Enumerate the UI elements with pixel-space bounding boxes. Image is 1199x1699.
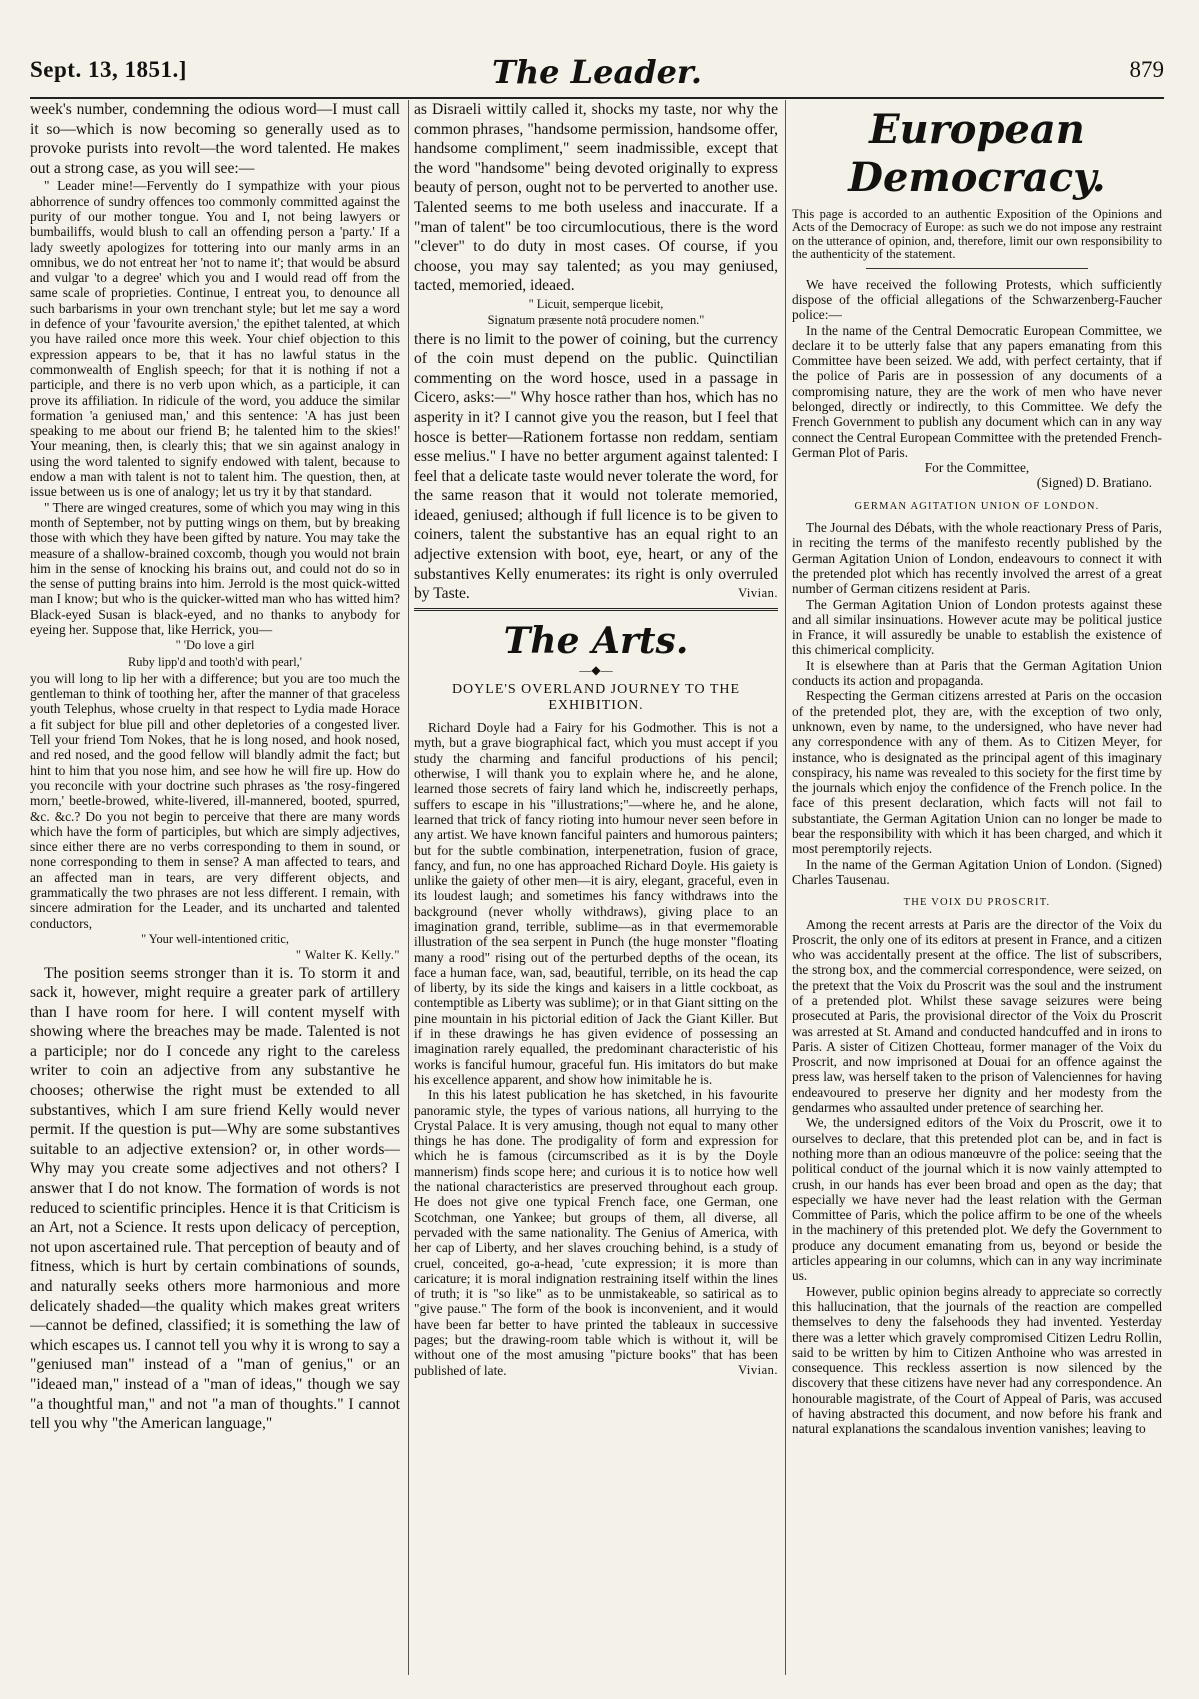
article-paragraph: as Disraeli wittily called it, shocks my taste, nor why the common phrases, "handsome permission, handsome offer, handsome compliment," seem inadmissible, except that the word "handsome" being devoted originally to express beauty of person, ought not to be perverted to another use. Talented seems to me both useless and inaccurate. If a "man of talent" be too circumlocutious, there is the word "clever" to do duty in most cases. Of course, if you choose, you may say talented; as you may geniused, tacted, memoried, ideaed. [414,101,778,295]
letter-paragraph: you will long to lip her with a difference; but you are too much the gentleman to think of toothing her, after the manner of that graceless youth Telephus, whose cruelty in that respect to Lydia made Horace a fit subject for blue pill and other depletories of a congested liver. Tell your friend Tom Nokes, that he is long nosed, and hook nosed, and red nosed, and the good fellow will blandly admit the fact; but hint to him that you nose him, and see how he will fire up. How do you reconcile with your doctrine such phrases as 'the rosy-fingered morn,' beetle-browed, white-livered, ill-mannered, booted, spurred, &c. &c.? Do you not begin to perceive that there are many words which have the form of participles, but which are simply adjectives, since either there are no verbs corresponding to them in sound, or none corresponding to them in sense? A man affected to tears, and an affected man in tears, are very different objects, and grammatically the two phrases are not less different. I remain, with sincere admiration for the Leader, and its uncharted and talented conductors, [30,670,400,931]
letter-paragraph: " There are winged creatures, some of which you may wing in this month of September, not by putting wings on them, but by breaking those with which they have been gifted by nature. You may take the measure of a shallow-brained coxcomb, though you would not brain him in the sense of knocking his brains out, and could not do so in the sense of putting brains into him. Jerrold is the most quick-witted man I know; but who is the quicker-witted man who has witted him? Black-eyed Susan is black-eyed, and no thanks to anybody for eyeing her. Suppose that, like Herrick, you— [30,499,400,637]
protest-paragraph: The Journal des Débats, with the whole reactionary Press of Paris, in reciting the terms of the manifesto recently published by the German Agitation Union of London, endeavours to connect it with the pretended plot which has recently involved the arrest of a great number of German citizens resident at Paris. [792,520,1162,597]
section-disclaimer: This page is accorded to an authentic Exposition of the Opinions and Acts of the Democracy of Europe: as such we do not impose any restraint on the utterance of opinion, and, therefore, limit our own responsibility to the authenticity of the statement. [792,207,1162,262]
protest-intro: We have received the following Protests, which sufficiently dispose of the official allegations of the Schwarzenberg-Faucher police:— [792,276,1162,323]
protest-signature: In the name of the German Agitation Union of London. (Signed) Charles Tausenau. [792,856,1162,887]
newspaper-title: The Leader. [492,53,702,91]
section-title-arts: The Arts. [503,619,689,662]
column-middle [414,100,778,1678]
page-number: 879 [1129,57,1164,82]
subhead-german-agitation-union: GERMAN AGITATION UNION OF LONDON. [854,500,1100,512]
protest-paragraph: However, public opinion begins already to appreciate so correctly this hallucination, that the journals of the reaction are compelled themselves to deny the falsehoods they had invented. Yesterday there was a letter which gravely compromised Citizen Ledru Rollin, said to be written by him to Citizen Anthoine who was arrested in consequence. This reckless assertion is now silenced by the discovery that these citizens have never had any correspondence. An honourable magistrate, of the Court of Appeal of Paris, was accused of having abstracted this document, and now before his frank and natural explanations the scandalous invention vanishes; leaving to [792,1283,1162,1437]
masthead-rule [30,97,1164,99]
column-left [30,100,400,1678]
protest-paragraph: It is elsewhere than at Paris that the German Agitation Union conducts its action and propaganda. [792,657,1162,689]
subhead-voix-du-proscrit: THE VOIX DU PROSCRIT. [903,897,1051,909]
protest-paragraph: Respecting the German citizens arrested at Paris on the occasion of the pretended plot, they are, with the exception of two only, unknown, even by name, to the undersigned, who have never had any correspondence with any of them. As to Citizen Meyer, for instance, who is designated as the principal agent of this imaginary conspiracy, his name was revealed to this society for the first time by the journals which enjoy the confidence of the French police. In the face of this present declaration, which facts will not fail to substantiate, the German Agitation Union can no longer be made to bear the responsibility with which it has been charged, and which it most peremptorily rejects. [792,688,1162,857]
verse-line: " 'Do love a girl [175,638,255,653]
column-divider [785,100,786,1675]
signed-line: (Signed) D. Bratiano. [1036,475,1152,491]
issue-date: Sept. 13, 1851.] [30,57,187,82]
protest-paragraph: We, the undersigned editors of the Voix du Proscrit, owe it to ourselves to declare, that this pretended plot can be, and in fact is nothing more than an odious manœuvre of the police: seeing that the political conduct of the journal which it is now vainly attempted to crush, in our hands has ever been broad and open as the day; that especially we have never had the least relation with the German Committee of Paris, which the police affirm to be one of the wheels in the machinery of this pretended plot. We defy the Government to produce any document emanating from us, beyond or beside the articles appearing in our columns, which can in any way incriminate us. [792,1115,1162,1284]
article-paragraph: The position seems stronger than it is. To storm it and sack it, however, might require a greater park of artillery than I have room for here. I will content myself with showing where the breaches may be made. Talented is not a participle; nor do I concede any right to the careless writer to coin an adjective from any substantive he chooses; otherwise the right must be extended to all substantives, which I am sure friend Kelly would never permit. If the question is put—Why are some substantives suitable to an adjective extension? or, in other words—Why may you create some adjectives and not others? I answer that I do not know. The formation of words is not reduced to scientific principles. Hence it is that Criticism is an Art, not a Science. It rests upon delicacy of perception, not upon ascertained rule. That perception of beauty and of fitness, which is hurt by certain combinations of sounds, and naturally seeks others more harmonious and more delicately shaded—the quality which makes great writers—cannot be defined, classified; it is something the law of which escapes us. I cannot tell you why it is wrong to say a "geniused man" instead of a "man of genius," or an "ideaed man," instead of a "man of ideas," though we say "a thoughtful man," and not "a man of thoughts." I cannot tell you why "the American language," [30,964,400,1433]
column-right [792,100,1162,1678]
review-paragraph: Richard Doyle had a Fairy for his Godmother. This is not a myth, but a grave biographical fact, which you must accept if you study the charming and fanciful productions of his pencil; otherwise, I will thank you to explain where he, and he alone, learned those secrets of fairy land which he, indiscreetly perhaps, suffers to escape in his "illustrations;"—where he, and he alone, learned that trick of fancy rioting into humour never seen before in any artist. We have known fanciful painters and humorous painters; but for the subtle combination, interpenetration, fusion of grace, fancy, and fun, no one has approached Richard Doyle. His gaiety is unlike the gaiety of other men—it is airy, elegant, graceful, even in its loudest laugh; and sometimes his fancy withdraws into the background (never wholly withdraws), giving place to an imagination grand, terrible, sublime—as in that evermemorable illustration of the sea serpent in Punch (the huge monster "floating many a rood" rising out of the perturbed depths of the ocean, its face a human face, wan, sad, beautiful, terrible, on its head the cap of liberty, by its side the kings and kaisers in a little cockboat, as contemptible as Liberty was sublime); or in that Giant sitting on the pine mountain in his pictorial edition of Jack the Giant Killer. But if in these drawings he has given evidence of possessing an imagination rarely equalled, the predominant characteristic of his works is fanciful humour, graceful fun. His imitators do but make his excellence apparent, and show how inimitable he is. [414,720,778,1087]
author-signature: Vivian. [738,1362,778,1377]
divider [866,268,1088,269]
masthead [30,55,1164,99]
letter-signature: " Walter K. Kelly." [295,948,400,963]
column-divider [408,100,409,1675]
latin-verse-line: " Licuit, semperque licebit, [528,296,664,311]
article-text: there is no limit to the power of coining, but the currency of the coin must depend on the public. Quinctilian commenting on the word hosce, used in a passage in Cicero, asks:—" Why hosce rather than hos, which has no asperity in it? I cannot give you the reason, but I feel that hosce is better—Rationem fortasse non reddam, sentiam esse melius." I have no better argument against talented: I feel that a delicate taste would never tolerate the word, for the same reason that it would not tolerate memoried, ideaed, geniused; although if full licence is to be given to coiners, talent the substantive has an equal right to an adjective extension with boot, eye, heart, or any of the substantives Kelly enumerates: its right is only overruled by Taste. [414,330,778,603]
letter-intro: week's number, condemning the odious word—I must call it so—which is now becoming so generally used as to provoke purists into revolt—the word talented. He makes out a strong case, as you will see:— [30,101,400,177]
ornament: —◆— [579,662,613,677]
verse-line: Ruby lipp'd and tooth'd with pearl,' [128,654,302,669]
letter-paragraph: " Leader mine!—Fervently do I sympathize with your pious abhorrence of sundry offences too commonly committed against the purity of our mother tongue. You and I, not being lawyers or bumbailiffs, would blush to call an offending person a 'party.' If a lady sweetly apologizes for tottering into our manly arms in an omnibus, we do not entreat her 'not to name it'; that would be absurd and vulgar 'to a degree' which you and I would read off from the same scale of proprieties. Continue, I entreat you, to denounce all such barbarisms in your own trenchant style; but let me say a word in defence of your 'favourite aversion,' the epithet talented, at which you have railed once more this week. Your chief objection to this expression appears to be, that it has no lawful status in the commonwealth of English speech; for that it is nothing if not a participle, and there is no verb upon which, as a participle, it can prove its affiliation. In ridicule of the word, you adduce the similar formation 'a geniused man,' and this sentence: 'A has just been speaking to me about our friend B; he talented him to the skies!' Your meaning, then, is clearly this; that we sin against analogy in using the word talented to signify endowed with talent, because to endow a man with talent is not to talent him. The question, then, at issue between us is one of analogy; let us try it by that standard. [30,178,400,500]
review-paragraph [414,1087,778,1378]
protest-paragraph: In the name of the Central Democratic European Committee, we declare it to be utterly false that any papers emanating from this Committee have been seized. We add, with perfect certainty, that if the police of Paris are in possession of any documents of a compromising nature, they are the work of men who have never belonged, directly or indirectly, to this Committee. We defy the French Government to publish any document which can in any way connect the Central European Committee with the pretended French-German Plot of Paris. [792,322,1162,460]
section-title-european-democracy: European Democracy. [848,106,1106,201]
article-paragraph [414,330,778,604]
protest-paragraph: The German Agitation Union of London protests against these and all similar insinuations. However acute may be political justice in France, it will assuredly be unable to establish the existence of this chimerical complicity. [792,596,1162,658]
review-text: In this his latest publication he has sketched, in his favourite panoramic style, the types of various nations, all hurrying to the Crystal Palace. It is very amusing, though not equal to many other things he has done. The prodigality of form and expression for which he is famous (circumscribed as it is by the Doyle mannerism) finds scope here; and curious it is to notice how well the national characteristics are preserved throughout each group. He does not give one typical French face, one German, one Scotchman, one Yankee; but groups of them, all diverse, all pervaded with the same nationality. The Genius of America, with her cap of Liberty, and her slaves crouching behind, is a study of cruel, conceited, go-a-head, 'cute expression; it is more than caricature; it is moral indignation restraining itself within the lines of truth; it is "so like" as to be unmistakeable, so satirical as to "give pause." The form of the book is inconvenient, and it would have been far better to have printed the tableaux in successive pages; but the drawing-room table which is without it, will be without one of the most amusing "picture books" that has been published of late. [414,1087,778,1378]
section-rule [414,608,778,611]
latin-verse-line: Signatum præsente notâ procudere nomen." [487,313,705,328]
article-title: DOYLE'S OVERLAND JOURNEY TO THE EXHIBITION. [451,682,741,714]
verse-line: " Your well-intentioned critic, [141,931,289,946]
committee-line: For the Committee, [924,460,1030,476]
protest-paragraph: Among the recent arrests at Paris are the director of the Voix du Proscrit, the only one of its editors at present in France, and a citizen who was accidentally present at the office. The list of subscribers, the strong box, and the commercial correspondence, were seized, on the pretext that the Voix du Proscrit was the soul and the instrument of a pretended plot. Whilst these savage seizures were being prosecuted at Paris, the provisional director of the Voix du Proscrit was arrested at St. Amand and conducted handcuffed and in irons to Paris. A sister of Citizen Chotteau, former manager of the Voix du Proscrit, and now imprisoned at Douai for an offence against the press law, was herself taken to the prison of Valenciennes for having endeavoured to preserve her dignity and her modesty from the gendarmes who assaulted under pretence of searching her. [792,916,1162,1116]
author-signature: Vivian. [738,586,778,601]
